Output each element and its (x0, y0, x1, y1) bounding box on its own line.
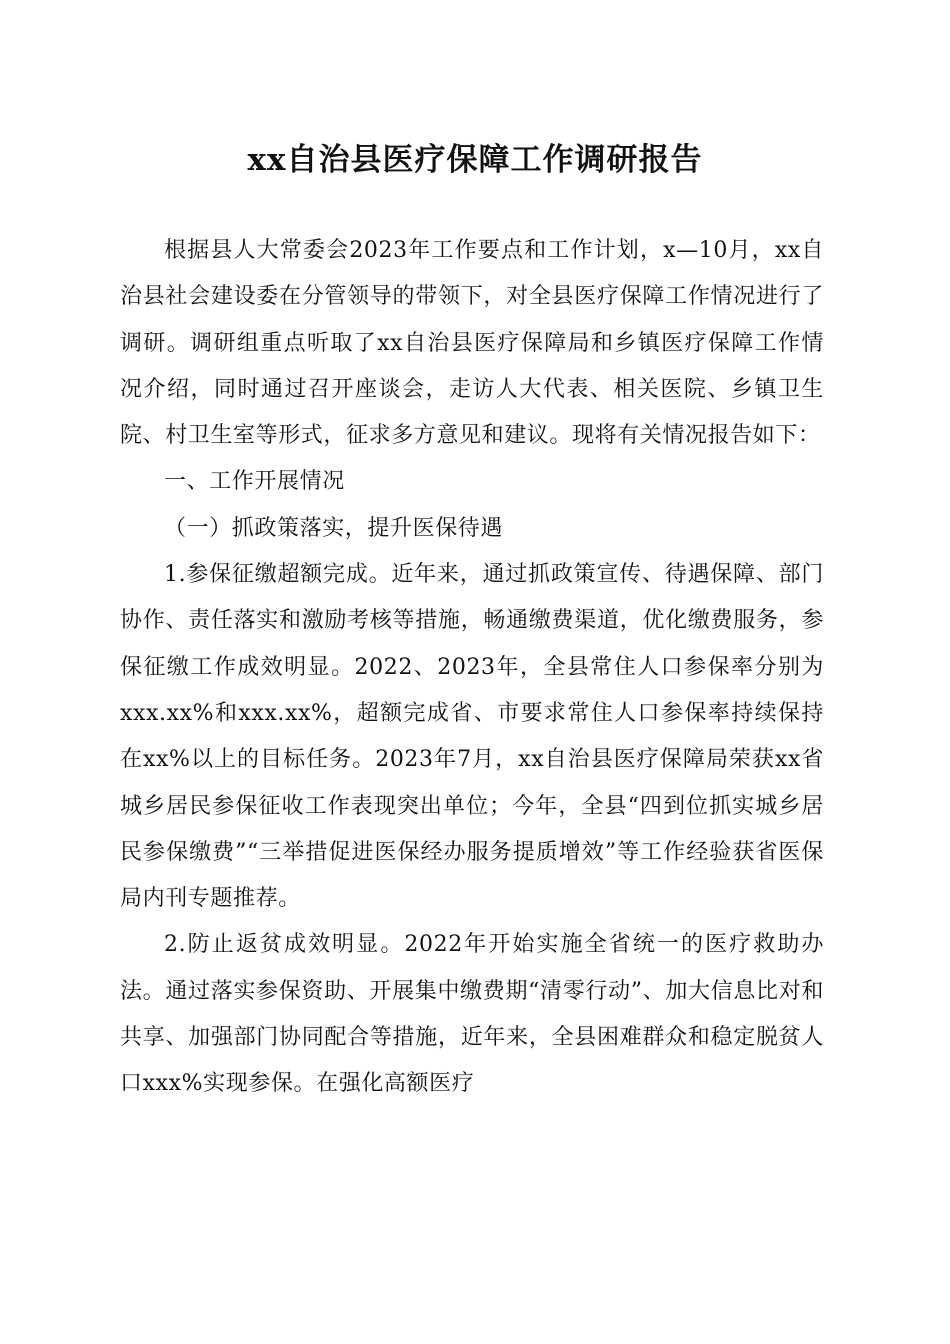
document-body (120, 228, 824, 1108)
document-title: xx自治县医疗保障工作调研报告 (247, 142, 703, 178)
subsection-heading: （一）抓政策落实，提升医保待遇 (164, 515, 504, 541)
section-heading: 一、工作开展情况 (164, 469, 345, 495)
item-2-paragraph: 2.防止返贫成效明显。2022年开始实施全省统一的医疗救助办法。通过落实参保资助、开展集中缴费期“清零行动”、加大信息比对和共享、加强部门协同配合等措施，近年来，全县困难群众和稳定脱贫人口xxx%实现参保。在强化高额医疗 (120, 932, 824, 1097)
item-1-paragraph: 1.参保征缴超额完成。近年来，通过抓政策宣传、待遇保障、部门协作、责任落实和激励考核等措施，畅通缴费渠道，优化缴费服务，参保征缴工作成效明显。2022、2023年，全县常住人口参保率分别为xxx.xx%和xxx.xx%，超额完成省、市要求常住人口参保率持续保持在xx%以上的目标任务。2023年7月，xx自治县医疗保障局荣获xx省城乡居民参保征收工作表现突出单位；今年，全县“四到位抓实城乡居民参保缴费”“三举措促进医保经办服务提质增效”等工作经验获省医保局内刊专题推荐。 (120, 562, 824, 912)
intro-paragraph: 根据县人大常委会2023年工作要点和工作计划，x—10月，xx自治县社会建设委在分管领导的带领下，对全县医疗保障工作情况进行了调研。调研组重点听取了xx自治县医疗保障局和乡镇医疗保障工作情况介绍，同时通过召开座谈会，走访人大代表、相关医院、乡镇卫生院、村卫生室等形式，征求多方意见和建议。现将有关情况报告如下： (120, 238, 824, 449)
